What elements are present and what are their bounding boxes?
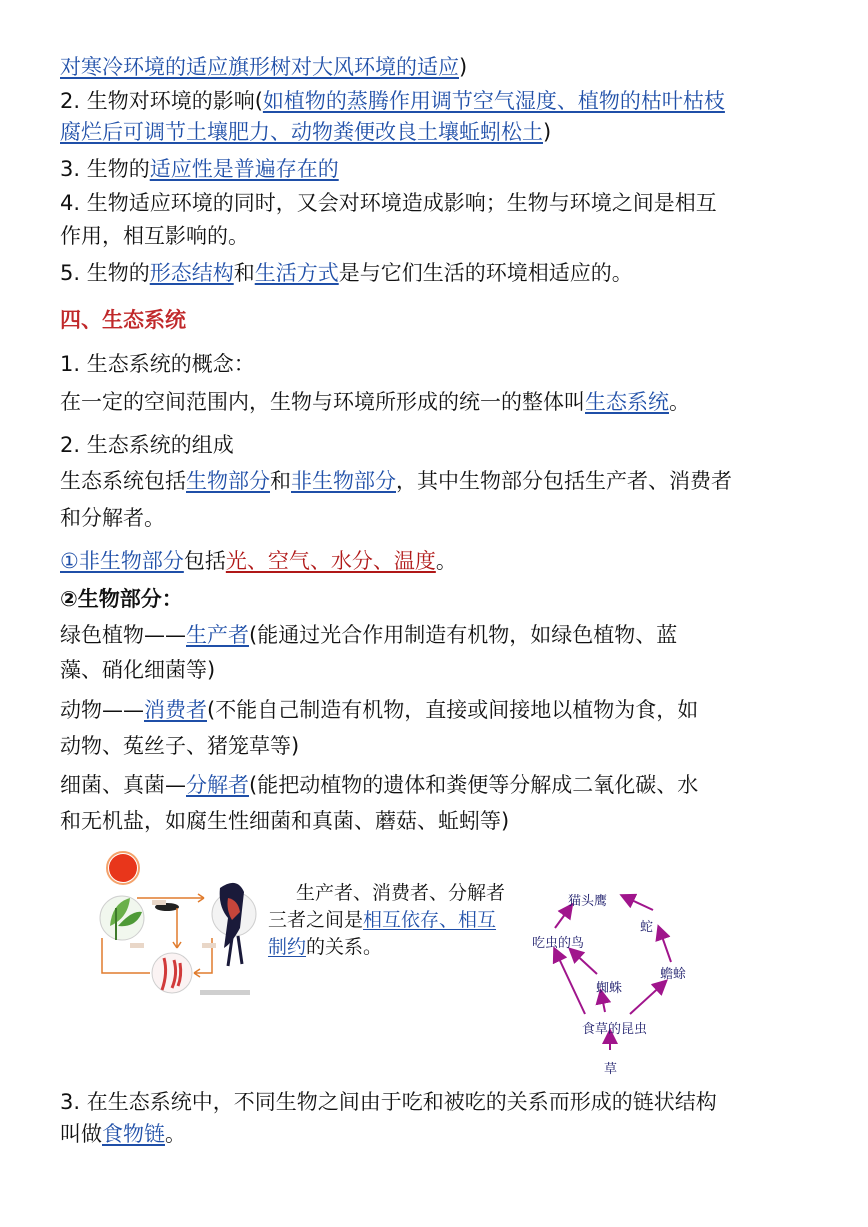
text-line-20: 细菌、真菌—分解者(能把动植物的遗体和粪便等分解成二氧化碳、水 xyxy=(60,773,699,797)
link-text: 制约 xyxy=(268,936,307,958)
link-text: 适应性是普遍存在的 xyxy=(149,157,339,181)
link-text: 非生物部分 xyxy=(291,469,396,493)
section-heading: 四、生态系统 xyxy=(60,308,186,332)
text-line-2: 2. 生物对环境的影响(如植物的蒸腾作用调节空气湿度、植物的枯叶枯枝 xyxy=(60,89,725,113)
food-web-arrows xyxy=(525,882,725,1072)
text-line-9: 1. 生态系统的概念： xyxy=(60,352,255,376)
food-web-node-insect: 食草的昆虫 xyxy=(582,1022,648,1037)
link-text: 分解者 xyxy=(186,773,249,797)
relation-text-2: 三者之间是相互依存、相互 xyxy=(268,909,497,931)
text-line-12: 生态系统包括生物部分和非生物部分，其中生物部分包括生产者、消费者 xyxy=(60,469,732,493)
text-line-14: ①非生物部分包括光、空气、水分、温度。 xyxy=(60,549,457,573)
food-web-node-spider: 蜘蛛 xyxy=(596,981,623,996)
food-web-node-grass: 草 xyxy=(604,1062,618,1077)
text-line-15: ②生物部分： xyxy=(60,587,183,611)
text-line-21: 和无机盐，如腐生性细菌和真菌、蘑菇、蚯蚓等) xyxy=(60,809,510,833)
food-web-node-owl: 猫头鹰 xyxy=(568,894,608,909)
text-line-4: 3. 生物的适应性是普遍存在的 xyxy=(60,157,339,181)
link-text: 腐烂后可调节土壤肥力、动物粪便改良土壤蚯蚓松土 xyxy=(60,120,543,144)
link-text: 消费者 xyxy=(144,698,207,722)
text-line-1: 对寒冷环境的适应旗形树对大风环境的适应) xyxy=(60,55,468,79)
link-text: 对寒冷环境的适应旗形树对大风环境的适应 xyxy=(60,55,459,79)
text-line-7: 5. 生物的形态结构和生活方式是与它们生活的环境相适应的。 xyxy=(60,261,633,285)
text-line-11: 2. 生态系统的组成 xyxy=(60,433,234,457)
link-text: 生活方式 xyxy=(254,261,339,285)
link-text: ①非生物部分 xyxy=(60,549,184,573)
link-text: 生态系统 xyxy=(585,390,669,414)
link-text: 食物链 xyxy=(102,1122,165,1146)
link-text: 如植物的蒸腾作用调节空气湿度、植物的枯叶枯枝 xyxy=(262,89,725,113)
relation-text-1: 生产者、消费者、分解者 xyxy=(296,882,506,904)
link-text: 相互依存、相互 xyxy=(363,909,497,931)
link-text: 生产者 xyxy=(186,623,249,647)
text-line-6: 作用，相互影响的。 xyxy=(60,224,249,248)
ecosystem-illustration xyxy=(92,848,267,1008)
link-text: 生物部分 xyxy=(186,469,270,493)
text-line-19: 动物、菟丝子、猪笼草等) xyxy=(60,734,300,758)
text-line-10: 在一定的空间范围内，生物与环境所形成的统一的整体叫生态系统。 xyxy=(60,390,690,414)
text-line-5: 4. 生物适应环境的同时，又会对环境造成影响；生物与环境之间是相互 xyxy=(60,191,717,215)
text-line-22: 3. 在生态系统中，不同生物之间由于吃和被吃的关系而形成的链状结构 xyxy=(60,1090,717,1114)
text-line-23: 叫做食物链。 xyxy=(60,1122,186,1146)
text-line-16: 绿色植物——生产者(能通过光合作用制造有机物，如绿色植物、蓝 xyxy=(60,623,678,647)
text-line-3: 腐烂后可调节土壤肥力、动物粪便改良土壤蚯蚓松土) xyxy=(60,120,552,144)
text-line-17: 藻、硝化细菌等) xyxy=(60,658,216,682)
text-line-18: 动物——消费者(不能自己制造有机物，直接或间接地以植物为食，如 xyxy=(60,698,699,722)
food-web-node-bird: 吃虫的鸟 xyxy=(532,936,585,951)
relation-text-3: 制约的关系。 xyxy=(268,936,383,958)
text-line-13: 和分解者。 xyxy=(60,506,165,530)
sun-icon xyxy=(109,854,137,882)
link-text: 形态结构 xyxy=(149,261,234,285)
food-web-node-toad: 蟾蜍 xyxy=(660,967,687,982)
food-web-node-snake: 蛇 xyxy=(640,920,654,935)
red-text: 光、空气、水分、温度 xyxy=(225,549,436,573)
